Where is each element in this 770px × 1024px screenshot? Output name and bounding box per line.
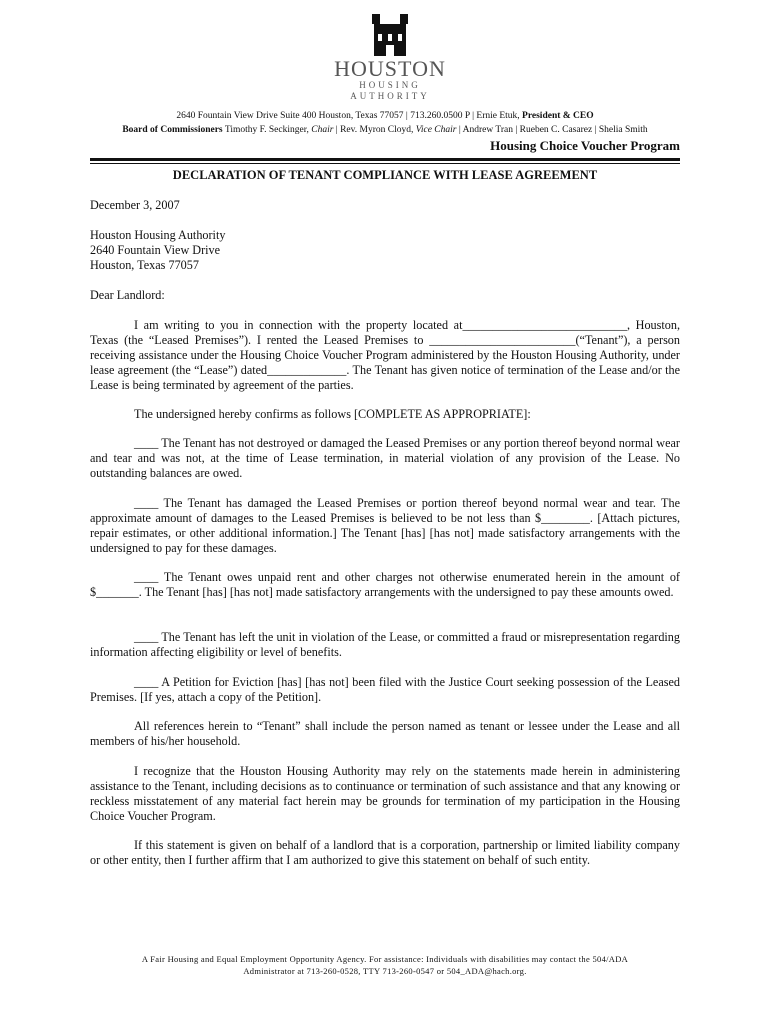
address-line <box>0 110 770 122</box>
paragraph-unpaid-rent: ____ The Tenant owes unpaid rent and other charges not otherwise enumerated herein in the amount of $_______. The Tenant [has] [has not] made satisfactory arrangements with the undersigned to pay these amounts owed. <box>90 570 680 599</box>
paragraph-entity: If this statement is given on behalf of a landlord that is a corporation, partnership or limited liability company or other entity, then I further affirm that I am authorized to give this statement on behalf of such entity. <box>90 838 680 867</box>
paragraph-property: I am writing to you in connection with the property located at___________________________, Houston, Texas (the “Leased Premises”). I rented the Leased Premises to ________________________(“Tenant”), a person receiving assistance under the Housing Choice Voucher Program administered by the Houston Housing Authority, under lease agreement (the “Lease”) dated_____________. The Tenant has given notice of termination of the Lease and/or the Lease is being terminated by agreement of the parties. <box>90 318 680 392</box>
document-title: DECLARATION OF TENANT COMPLIANCE WITH LEASE AGREEMENT <box>172 168 598 182</box>
recipient-line-2: 2640 Fountain View Drive <box>90 243 221 257</box>
paragraph-eviction: ____ A Petition for Eviction [has] [has not] been filed with the Justice Court seeking possession of the Leased Premises. [If yes, attach a copy of the Petition]. <box>90 675 680 704</box>
footer <box>0 953 770 977</box>
letter-date: December 3, 2007 <box>90 198 180 212</box>
board-member-1: Timothy F. Seckinger, <box>224 125 309 135</box>
logo <box>330 14 450 102</box>
board-role-1: Chair <box>311 125 334 135</box>
program-name: Housing Choice Voucher Program <box>490 138 680 153</box>
footer-line-1: A Fair Housing and Equal Employment Opportunity Agency. For assistance: Individuals with disabilities may contact the 504/ADA <box>141 954 629 964</box>
recipient-address <box>90 228 680 273</box>
paragraph-tenant-definition: All references herein to “Tenant” shall include the person named as tenant or lessee under the Lease and all members of his/her household. <box>90 719 680 748</box>
org-subtitle: HOUSING AUTHORITY <box>350 80 430 101</box>
building-logo-icon <box>372 14 408 56</box>
board-label: Board of Commissioners <box>122 125 223 135</box>
board-role-2: Vice Chair <box>415 125 457 135</box>
header-rule-thick <box>90 158 680 161</box>
paragraph-lease-violation: ____ The Tenant has left the unit in violation of the Lease, or committed a fraud or misrepresentation regarding information affecting eligibility or level of benefits. <box>90 630 680 659</box>
ceo-title: President & CEO <box>522 111 594 121</box>
salutation: Dear Landlord: <box>90 288 165 302</box>
footer-line-2: Administrator at 713-260-0528, TTY 713-260-0547 or 504_ADA@hach.org. <box>243 966 527 976</box>
paragraph-no-damage: ____ The Tenant has not destroyed or damaged the Leased Premises or any portion thereof beyond normal wear and tear and was not, at the time of Lease termination, in material violation of any provision of the Lease. No outstanding balances are owed. <box>90 436 680 480</box>
board-line <box>0 124 770 136</box>
address-text: 2640 Fountain View Drive Suite 400 Houston, Texas 77057 | 713.260.0500 P | Ernie Etuk, <box>176 111 520 121</box>
board-member-2: | Rev. Myron Cloyd, <box>335 125 414 135</box>
header-rule-thin <box>90 163 680 164</box>
org-name: HOUSTON <box>334 56 446 81</box>
board-members-rest: | Andrew Tran | Rueben C. Casarez | Shelia Smith <box>458 125 648 135</box>
paragraph-reliance: I recognize that the Houston Housing Authority may rely on the statements made herein in administering assistance to the Tenant, including decisions as to continuance or termination of such assistance and that any knowing or reckless misstatement of any material fact herein may be grounds for termination of my participation in the Housing Choice Voucher Program. <box>90 764 680 823</box>
recipient-line-3: Houston, Texas 77057 <box>90 258 199 272</box>
paragraph-confirm: The undersigned hereby confirms as follows [COMPLETE AS APPROPRIATE]: <box>134 407 531 421</box>
paragraph-damage: ____ The Tenant has damaged the Leased Premises or portion thereof beyond normal wear and tear. The approximate amount of damages to the Leased Premises is believed to be not less than $________. [Attach pictures, repair estimates, or other additional information.] The Tenant [has] [has not] made satisfactory arrangements with the undersigned to pay for these damages. <box>90 496 680 555</box>
recipient-line-1: Houston Housing Authority <box>90 228 226 242</box>
